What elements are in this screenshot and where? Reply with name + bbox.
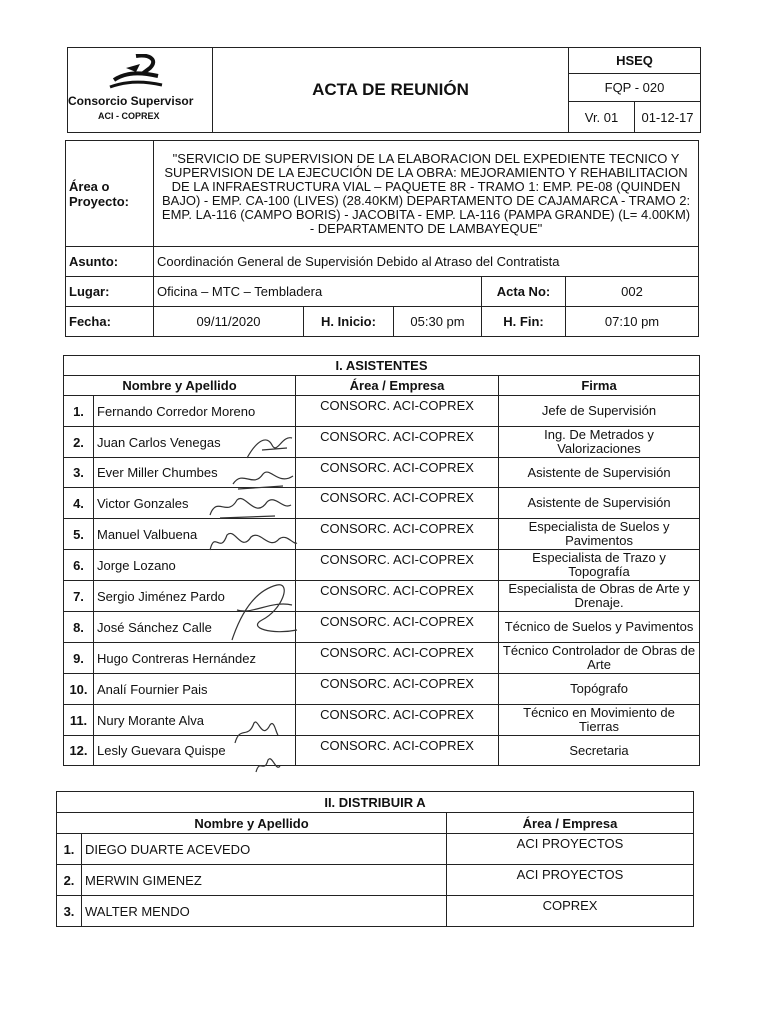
inicio-label: H. Inicio: — [304, 307, 394, 337]
attendee-row — [64, 550, 700, 581]
attendee-firma: Técnico de Suelos y Pavimentos — [499, 612, 700, 643]
attendee-name: Victor Gonzales — [94, 488, 296, 519]
area-value: "SERVICIO DE SUPERVISION DE LA ELABORACION DEL EXPEDIENTE TECNICO Y SUPERVISION DE LA EJECUCIÓN DE LA OBRA: MEJORAMIENTO Y REHABILITACION DE LA INFRAESTRUCTURA VIAL – PAQUETE 8R - TRAMO 1: EMP. PE-08 (QUINDEN BAJO) - EMP. CA-100 (LIVES) (28.40KM) DEPARTAMENTO DE CAJAMARCA - TRAMO 2: EMP. LA-116 (CAMPO BORIS) - JACOBITA - EMP. LA-116 (PAMPA GRANDE) (L= 4.00KM) - DEPARTAMENTO DE LAMBAYEQUE" — [154, 141, 699, 247]
attendee-row — [64, 581, 700, 612]
attendee-name: Manuel Valbuena — [94, 519, 296, 550]
document-header — [67, 47, 701, 133]
attendee-row — [64, 736, 700, 766]
attendee-name: Ever Miller Chumbes — [94, 458, 296, 488]
distribution-row — [57, 834, 694, 865]
attendee-firma: Ing. De Metrados y Valorizaciones — [499, 427, 700, 458]
attendee-firma: Secretaria — [499, 736, 700, 766]
fecha-label: Fecha: — [66, 307, 154, 337]
attendee-name: Sergio Jiménez Pardo — [94, 581, 296, 612]
attendee-name: Jorge Lozano — [94, 550, 296, 581]
attendee-number: 12. — [64, 736, 94, 766]
distribution-row — [57, 896, 694, 927]
meeting-info-table — [65, 140, 699, 337]
attendee-row — [64, 427, 700, 458]
attendee-firma: Especialista de Trazo y Topografía — [499, 550, 700, 581]
acta-value: 002 — [566, 277, 699, 307]
distribution-area: COPREX — [447, 896, 694, 927]
attendee-name: Analí Fournier Pais — [94, 674, 296, 705]
consorcio-logo-icon — [106, 54, 166, 90]
logo-company-name: Consorcio Supervisor — [68, 94, 194, 108]
attendee-number: 3. — [64, 458, 94, 488]
logo-company-sub: ACI - COPREX — [98, 111, 160, 121]
attendee-area: CONSORC. ACI-COPREX — [296, 488, 499, 519]
attendee-area: CONSORC. ACI-COPREX — [296, 643, 499, 674]
attendee-area: CONSORC. ACI-COPREX — [296, 674, 499, 705]
attendee-row — [64, 519, 700, 550]
attendee-firma: Topógrafo — [499, 674, 700, 705]
distribution-name: DIEGO DUARTE ACEVEDO — [82, 834, 447, 865]
attendee-firma: Jefe de Supervisión — [499, 396, 700, 427]
attendee-firma: Especialista de Suelos y Pavimentos — [499, 519, 700, 550]
asunto-label: Asunto: — [66, 247, 154, 277]
lugar-label: Lugar: — [66, 277, 154, 307]
attendee-firma: Asistente de Supervisión — [499, 488, 700, 519]
attendee-area: CONSORC. ACI-COPREX — [296, 736, 499, 766]
attendee-area: CONSORC. ACI-COPREX — [296, 396, 499, 427]
attendee-area: CONSORC. ACI-COPREX — [296, 612, 499, 643]
inicio-value: 05:30 pm — [394, 307, 482, 337]
attendee-number: 10. — [64, 674, 94, 705]
attendee-number: 7. — [64, 581, 94, 612]
attendee-number: 11. — [64, 705, 94, 736]
attendee-area: CONSORC. ACI-COPREX — [296, 705, 499, 736]
attendee-number: 8. — [64, 612, 94, 643]
distribution-col-area: Área / Empresa — [447, 813, 694, 834]
logo-cell — [68, 48, 213, 133]
attendee-name: José Sánchez Calle — [94, 612, 296, 643]
attendee-area: CONSORC. ACI-COPREX — [296, 458, 499, 488]
attendee-firma: Técnico en Movimiento de Tierras — [499, 705, 700, 736]
fin-value: 07:10 pm — [566, 307, 699, 337]
attendee-area: CONSORC. ACI-COPREX — [296, 581, 499, 612]
document-date: 01-12-17 — [635, 102, 701, 133]
distribution-number: 2. — [57, 865, 82, 896]
attendee-name: Lesly Guevara Quispe — [94, 736, 296, 766]
distribution-number: 1. — [57, 834, 82, 865]
attendee-firma: Asistente de Supervisión — [499, 458, 700, 488]
attendee-row — [64, 396, 700, 427]
area-label: Área o Proyecto: — [66, 141, 154, 247]
system-label: HSEQ — [569, 48, 701, 74]
distribution-name: MERWIN GIMENEZ — [82, 865, 447, 896]
distribution-col-name: Nombre y Apellido — [57, 813, 447, 834]
attendee-number: 1. — [64, 396, 94, 427]
attendees-table — [63, 355, 700, 766]
attendee-row — [64, 705, 700, 736]
distribution-name: WALTER MENDO — [82, 896, 447, 927]
attendee-name: Hugo Contreras Hernández — [94, 643, 296, 674]
attendee-row — [64, 458, 700, 488]
distribution-row — [57, 865, 694, 896]
attendees-col-name: Nombre y Apellido — [64, 376, 296, 396]
attendee-name: Nury Morante Alva — [94, 705, 296, 736]
distribution-number: 3. — [57, 896, 82, 927]
lugar-value: Oficina – MTC – Tembladera — [154, 277, 482, 307]
attendee-number: 2. — [64, 427, 94, 458]
document-code: FQP - 020 — [569, 74, 701, 102]
attendee-name: Fernando Corredor Moreno — [94, 396, 296, 427]
attendee-name: Juan Carlos Venegas — [94, 427, 296, 458]
distribution-table — [56, 791, 694, 927]
attendee-number: 5. — [64, 519, 94, 550]
attendee-area: CONSORC. ACI-COPREX — [296, 519, 499, 550]
attendee-area: CONSORC. ACI-COPREX — [296, 427, 499, 458]
attendee-firma: Técnico Controlador de Obras de Arte — [499, 643, 700, 674]
distribution-area: ACI PROYECTOS — [447, 865, 694, 896]
attendee-row — [64, 612, 700, 643]
attendee-row — [64, 488, 700, 519]
distribution-area: ACI PROYECTOS — [447, 834, 694, 865]
attendee-number: 6. — [64, 550, 94, 581]
acta-label: Acta No: — [482, 277, 566, 307]
attendee-area: CONSORC. ACI-COPREX — [296, 550, 499, 581]
attendee-number: 4. — [64, 488, 94, 519]
attendee-number: 9. — [64, 643, 94, 674]
asunto-value: Coordinación General de Supervisión Debido al Atraso del Contratista — [154, 247, 699, 277]
fecha-value: 09/11/2020 — [154, 307, 304, 337]
document-title: ACTA DE REUNIÓN — [213, 48, 569, 133]
attendees-section-title: I. ASISTENTES — [64, 356, 700, 376]
fin-label: H. Fin: — [482, 307, 566, 337]
distribution-section-title: II. DISTRIBUIR A — [57, 792, 694, 813]
document-version: Vr. 01 — [569, 102, 635, 133]
attendee-row — [64, 674, 700, 705]
attendees-col-area: Área / Empresa — [296, 376, 499, 396]
attendee-row — [64, 643, 700, 674]
attendee-firma: Especialista de Obras de Arte y Drenaje. — [499, 581, 700, 612]
attendees-col-firma: Firma — [499, 376, 700, 396]
